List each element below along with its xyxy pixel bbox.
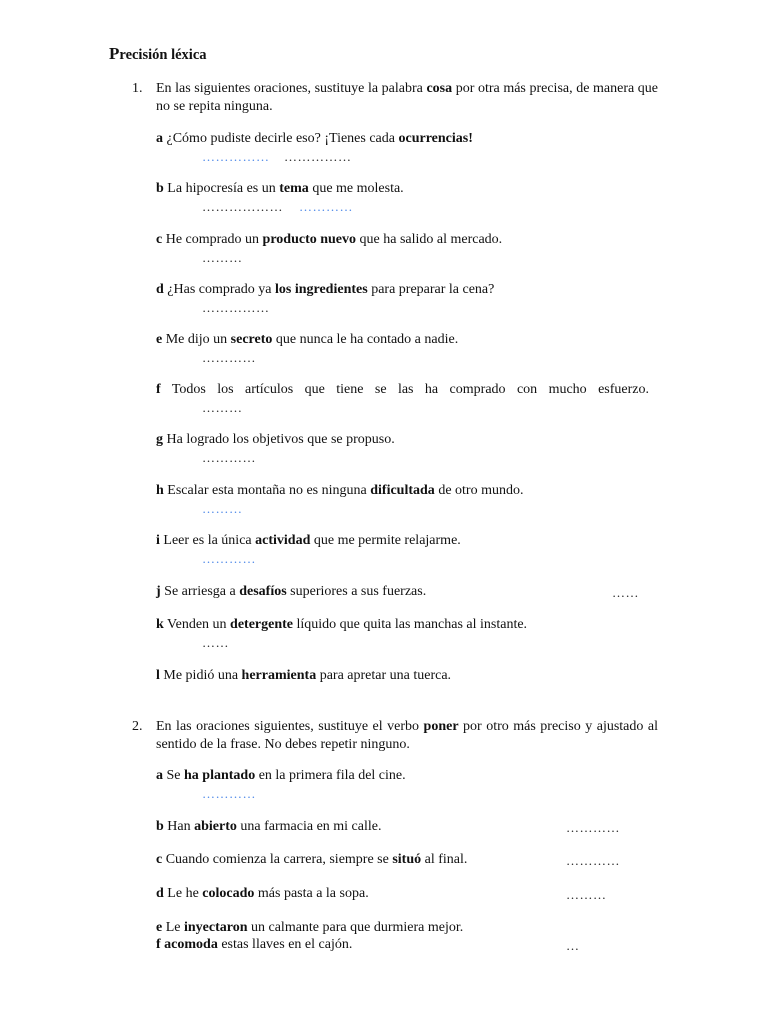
q1-item-b-blank-2[interactable]: …………: [299, 199, 353, 214]
q1-item-i-blank[interactable]: …………: [202, 551, 256, 566]
q1-item-g-blank[interactable]: …………: [202, 450, 256, 465]
q2-item-d-blank[interactable]: ………: [566, 887, 607, 902]
q1-item-k-blank[interactable]: ……: [202, 635, 229, 650]
q1-item-a-blank-2[interactable]: ……………: [284, 149, 352, 164]
q1-item-c: c He comprado un producto nuevo que ha salido al mercado.: [156, 232, 503, 247]
q2-item-a: a Se ha plantado en la primera fila del cine.: [156, 768, 406, 783]
q1-item-f-blank[interactable]: ………: [202, 400, 243, 415]
question-2-text: En las oraciones siguientes, sustituye el verbo poner por otro más preciso y ajustado al sentido de la frase. No debes repetir ninguno.: [156, 719, 659, 752]
q1-item-f: f Todos los artículos que tiene se las ha comprado con mucho esfuerzo.: [156, 382, 649, 397]
q1-item-j-blank[interactable]: ……: [612, 585, 639, 600]
page-title: Precisión léxica: [109, 44, 207, 63]
q1-item-b-blank-1[interactable]: ………………: [202, 199, 283, 214]
q2-item-c-blank[interactable]: …………: [566, 853, 620, 868]
question-1-number: 1.: [132, 81, 143, 96]
q1-item-b: b La hipocresía es un tema que me molesta.: [156, 181, 404, 196]
q1-item-h-blank[interactable]: ………: [202, 501, 243, 516]
question-1-text: En las siguientes oraciones, sustituye la palabra cosa por otra más precisa, de manera que no se repita ninguna.: [156, 81, 658, 114]
q1-item-a-blank-1[interactable]: ……………: [202, 149, 270, 164]
q2-item-b: b Han abierto una farmacia en mi calle.: [156, 819, 382, 834]
q1-item-k: k Venden un detergente líquido que quita las manchas al instante.: [156, 617, 528, 632]
q2-item-e: e Le inyectaron un calmante para que durmiera mejor.: [156, 920, 464, 935]
q1-item-l: l Me pidió una herramienta para apretar una tuerca.: [156, 668, 452, 683]
q1-item-d-blank[interactable]: ……………: [202, 300, 270, 315]
q1-item-e-blank[interactable]: …………: [202, 350, 256, 365]
q2-item-c: c Cuando comienza la carrera, siempre se situó al final.: [156, 852, 468, 867]
q2-item-d: d Le he colocado más pasta a la sopa.: [156, 886, 369, 901]
question-2-number: 2.: [132, 719, 143, 734]
q2-item-f: f acomoda estas llaves en el cajón.: [156, 937, 353, 952]
q2-item-b-blank[interactable]: …………: [566, 820, 620, 835]
q1-item-i: i Leer es la única actividad que me permite relajarme.: [156, 533, 461, 548]
q1-item-h: h Escalar esta montaña no es ninguna dificultada de otro mundo.: [156, 483, 524, 498]
q2-item-f-blank[interactable]: …: [566, 938, 580, 953]
q1-item-c-blank[interactable]: ………: [202, 250, 243, 265]
q1-item-d: d ¿Has comprado ya los ingredientes para preparar la cena?: [156, 282, 495, 297]
q2-item-a-blank[interactable]: …………: [202, 786, 256, 801]
q1-item-j: j Se arriesga a desafíos superiores a sus fuerzas.: [156, 584, 427, 599]
q1-item-e: e Me dijo un secreto que nunca le ha contado a nadie.: [156, 332, 459, 347]
q1-item-a: a ¿Cómo pudiste decirle eso? ¡Tienes cada ocurrencias!: [156, 131, 473, 146]
q1-item-g: g Ha logrado los objetivos que se propuso.: [156, 432, 395, 447]
